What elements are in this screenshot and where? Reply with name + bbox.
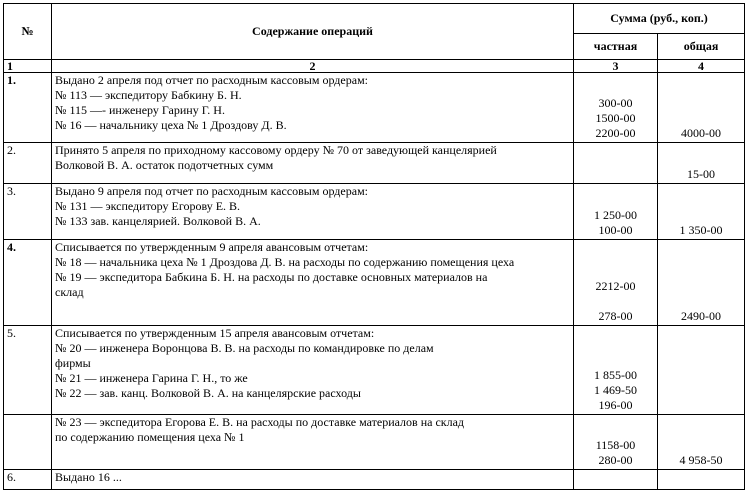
operation-line: № 133 зав. канцелярией. Волковой В. А. — [55, 214, 261, 228]
amount-value: 1 855-00 — [594, 368, 637, 382]
operation-content — [52, 470, 574, 490]
operation-content — [52, 73, 574, 143]
operation-line: Выдано 9 апреля под отчет по расходным кассовым ордерам: — [55, 184, 368, 198]
header-total: общая — [658, 34, 745, 60]
partial-amount — [574, 326, 658, 415]
partial-amount — [574, 415, 658, 470]
amount-value: 4000-00 — [681, 126, 721, 140]
row-number: 1. — [4, 73, 52, 143]
total-amount — [658, 415, 745, 470]
operation-content — [52, 415, 574, 470]
operation-line: № 22 — зав. канц. Волковой В. А. на канцелярские расходы — [55, 386, 361, 400]
row-number: 5. — [4, 326, 52, 415]
operation-line: № 21 — инженера Гарина Г. Н., то же — [55, 371, 248, 385]
amount-value: 1500-00 — [595, 111, 636, 125]
operation-line: Волковой В. А. остаток подотчетных сумм — [55, 158, 274, 172]
partial-amount — [574, 143, 658, 184]
table-body — [4, 73, 745, 490]
row-number: 6. — [4, 470, 52, 490]
colnum-1: 1 — [4, 60, 52, 73]
row-number: 3. — [4, 184, 52, 240]
operation-line: Выдано 2 апреля под отчет по расходным кассовым ордерам: — [55, 73, 368, 87]
partial-amount — [574, 184, 658, 240]
total-amount — [658, 240, 745, 326]
partial-amount — [574, 73, 658, 143]
table-row — [4, 415, 745, 470]
amount-value: 1 250-00 — [594, 208, 637, 222]
colnum-3: 3 — [574, 60, 658, 73]
amount-value — [577, 294, 654, 309]
partial-amount — [574, 240, 658, 326]
amount-value: 4 958-50 — [679, 453, 723, 467]
amount-value: 280-00 — [598, 453, 633, 467]
amount-value: 100-00 — [598, 223, 633, 237]
header-sum: Сумма (руб., коп.) — [574, 4, 745, 34]
operation-line: Списывается по утвержденным 15 апреля авансовым отчетам: — [55, 326, 375, 340]
total-amount — [658, 326, 745, 415]
colnum-2: 2 — [52, 60, 574, 73]
operation-line: № 18 — начальника цеха № 1 Дроздова Д. В. на расходы по содержанию помещения цеха — [55, 255, 515, 269]
table-row — [4, 470, 745, 490]
total-amount — [658, 143, 745, 184]
operation-line: № 23 — экспедитора Егорова Е. В. на расходы по доставке материалов на склад — [55, 415, 465, 429]
table-row — [4, 240, 745, 326]
amount-value: 1158-00 — [595, 438, 636, 452]
amount-value: 1 350-00 — [679, 223, 723, 237]
operation-content — [52, 326, 574, 415]
operation-line: склад — [55, 285, 84, 299]
total-amount — [658, 470, 745, 490]
operation-line: № 115 —- инженеру Гарину Г. Н. — [55, 103, 225, 117]
amount-value: 1 469-50 — [594, 383, 637, 397]
row-number: 4. — [4, 240, 52, 326]
operation-line: Списывается по утвержденным 9 апреля авансовым отчетам: — [55, 240, 369, 254]
operation-content — [52, 184, 574, 240]
header-content: Содержание операций — [52, 4, 574, 60]
operation-line: фирмы — [55, 356, 91, 370]
row-number: 2. — [4, 143, 52, 184]
header-partial: частная — [574, 34, 658, 60]
partial-amount — [574, 470, 658, 490]
row-number — [4, 415, 52, 470]
amount-value: 15-00 — [687, 167, 715, 181]
amount-value: 278-00 — [598, 309, 633, 323]
operation-content — [52, 143, 574, 184]
operation-line: № 19 — экспедитора Бабкина Б. Н. на расходы по доставке основных материалов на — [55, 270, 488, 284]
operation-line: № 131 — экспедитору Егорову Е. В. — [55, 199, 241, 213]
amount-value: 2212-00 — [595, 279, 636, 293]
table-row — [4, 326, 745, 415]
table-row — [4, 143, 745, 184]
total-amount — [658, 73, 745, 143]
amount-value: 300-00 — [598, 96, 633, 110]
operation-line: № 113 — экспедитору Бабкину Б. Н. — [55, 88, 242, 102]
table-row — [4, 73, 745, 143]
amount-value: 2490-00 — [681, 309, 721, 323]
operation-line: Принято 5 апреля по приходному кассовому ордеру № 70 от заведующей канцелярией — [55, 143, 497, 157]
operation-line: Выдано 16 ... — [55, 470, 122, 484]
amount-value: 196-00 — [598, 398, 633, 412]
colnum-4: 4 — [658, 60, 745, 73]
operations-table — [3, 3, 745, 490]
amount-value: 2200-00 — [595, 126, 636, 140]
total-amount — [658, 184, 745, 240]
operation-content — [52, 240, 574, 326]
table-row — [4, 184, 745, 240]
operation-line: № 16 — начальнику цеха № 1 Дроздову Д. В. — [55, 118, 287, 132]
operation-line: № 20 — инженера Воронцова В. В. на расходы по командировке по делам — [55, 341, 434, 355]
operation-line: по содержанию помещения цеха № 1 — [55, 430, 245, 444]
header-num: № — [4, 4, 52, 60]
